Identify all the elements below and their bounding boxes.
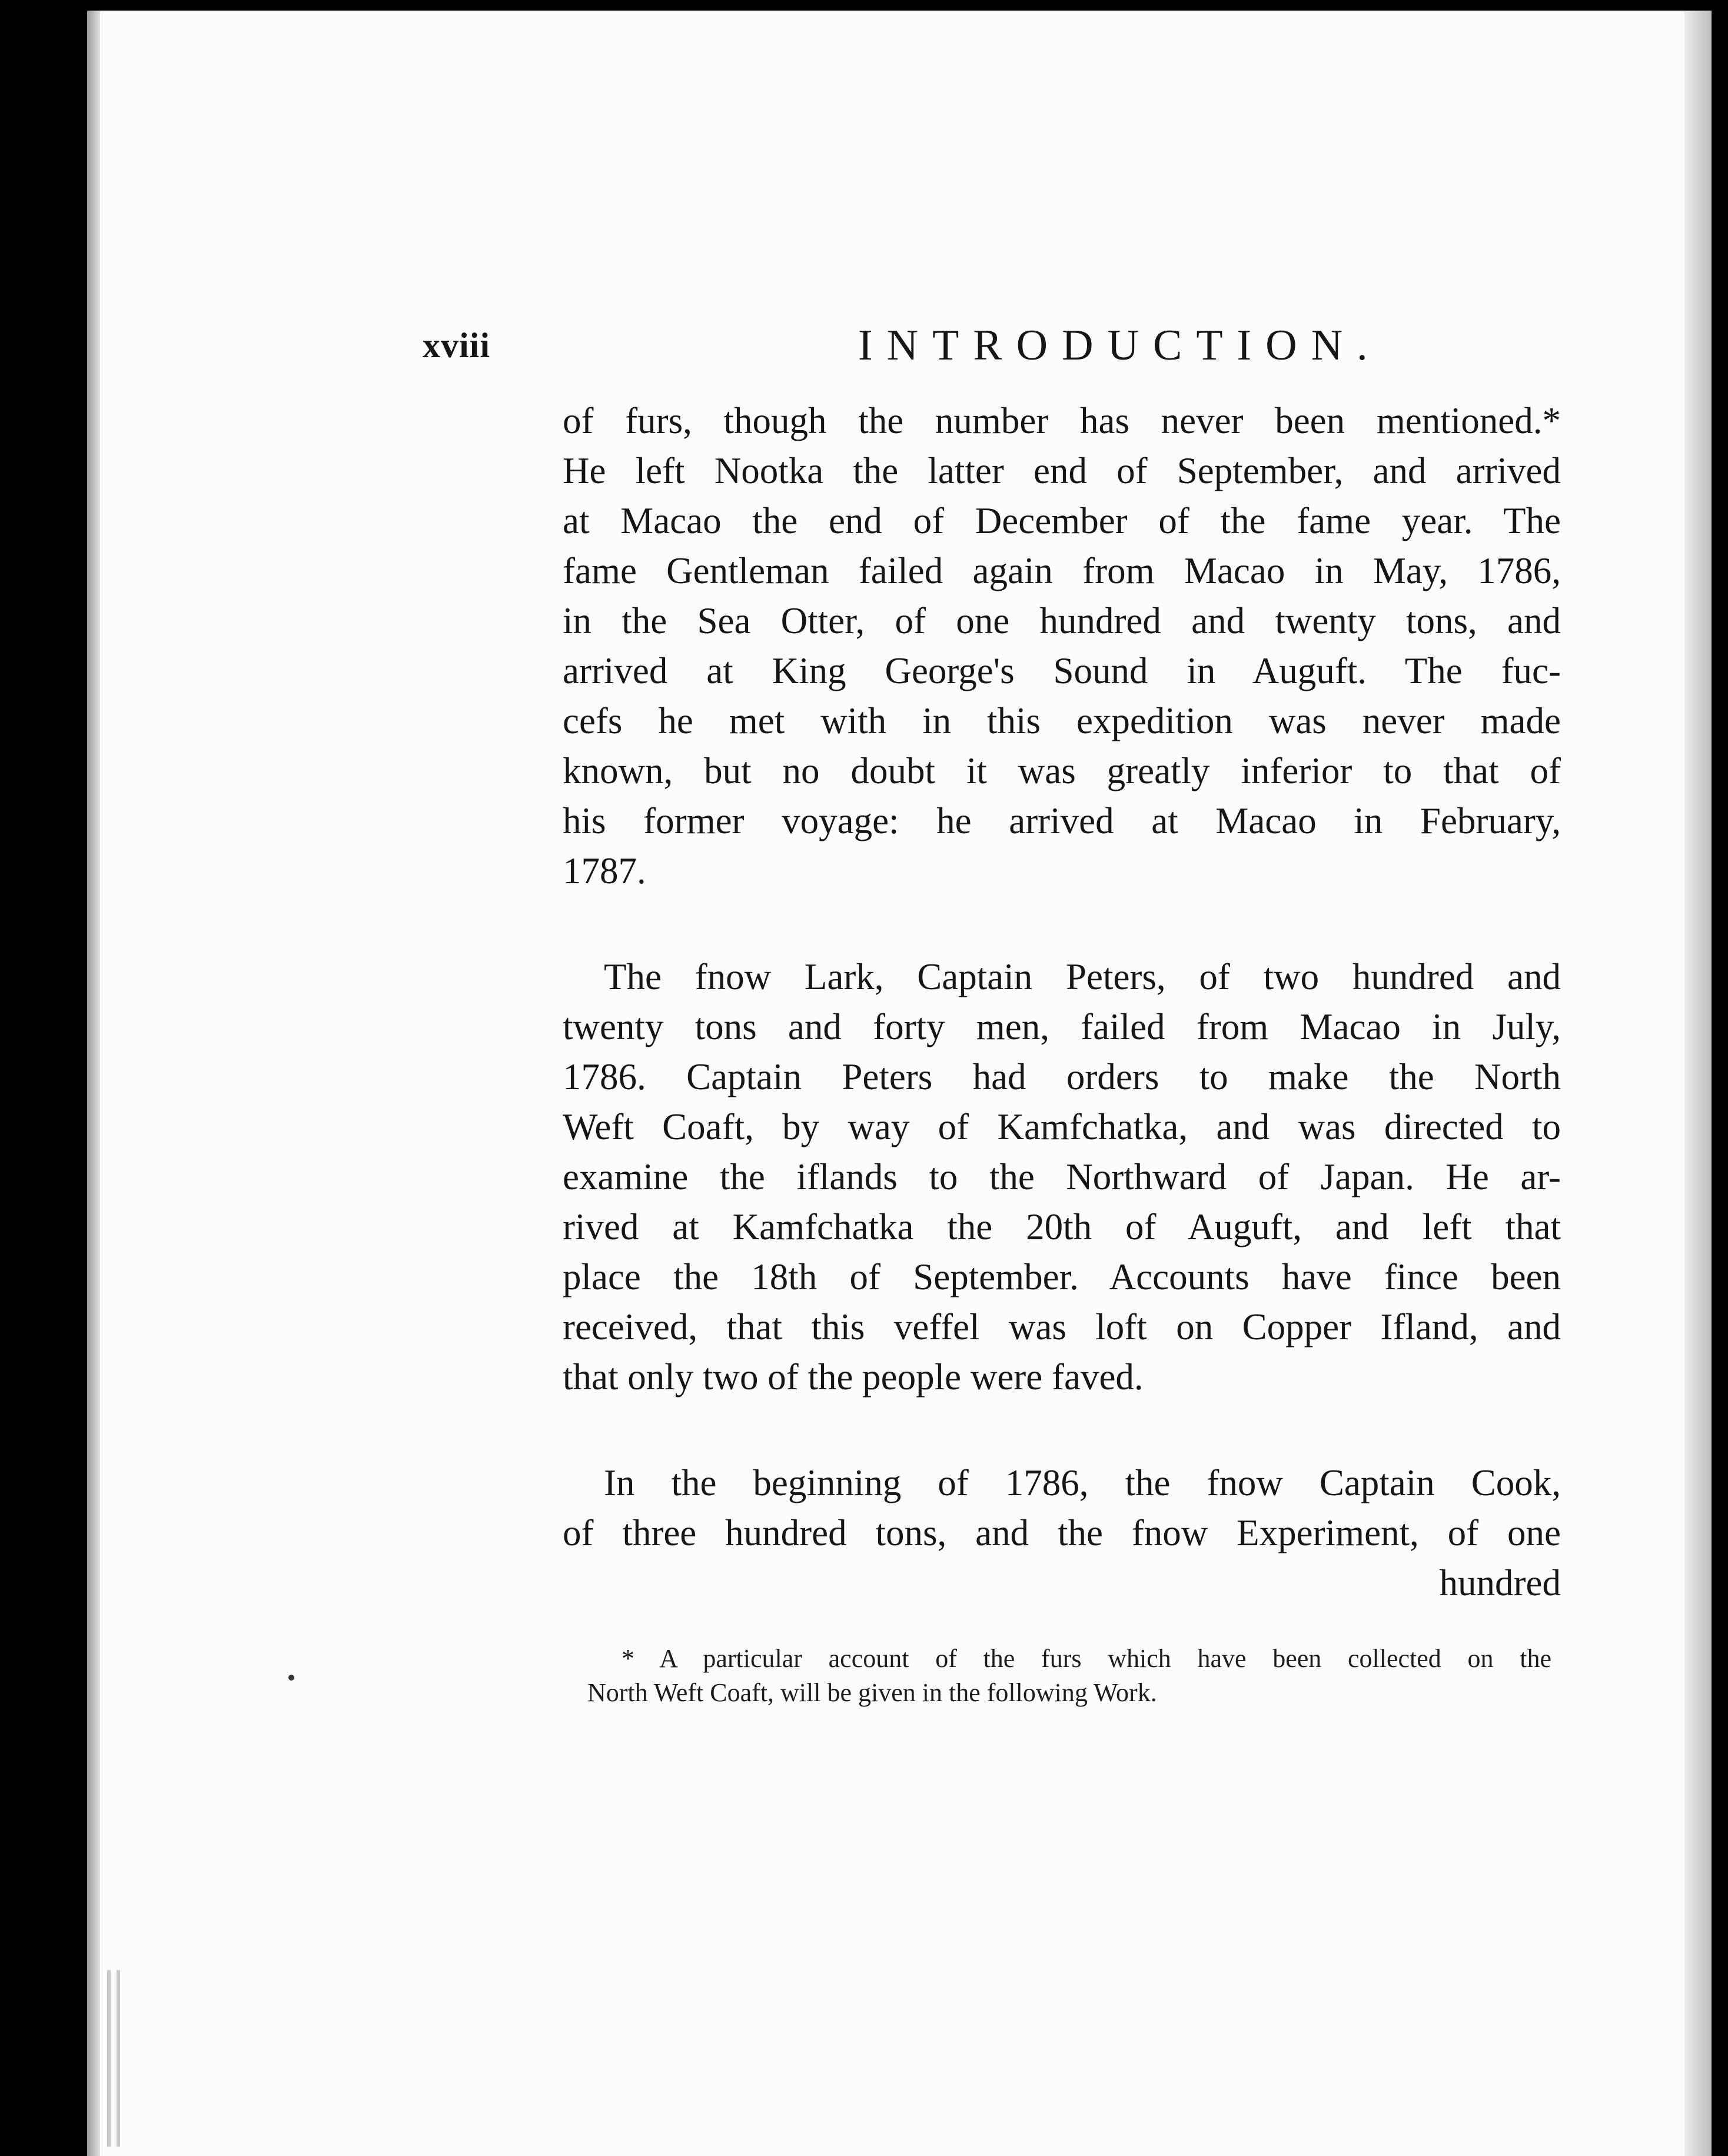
text-line: rived at Kamfchatka the 20th of Auguft, and left that [563,1206,1561,1247]
text-line: The fnow Lark, Captain Peters, of two hundred and [604,956,1561,997]
body-text [563,396,1561,1608]
text-line: examine the iflands to the Northward of Japan. He ar- [563,1156,1561,1197]
running-head: INTRODUCTION. [858,321,1382,370]
text-line: He left Nootka the latter end of September, and arrived [563,450,1561,491]
text-line: at Macao the end of December of the fame year. The [563,500,1561,541]
text-line: In the beginning of 1786, the fnow Captain Cook, [604,1462,1561,1503]
text-line: place the 18th of September. Accounts have fince been [563,1256,1561,1297]
page-stack-edge [107,1970,111,2147]
paragraph-gap [563,896,1561,952]
text-line: in the Sea Otter, of one hundred and twenty tons, and [563,600,1561,641]
footnote-line: * A particular account of the furs which have been collected on the [622,1644,1551,1673]
text-line: known, but no doubt it was greatly inferior to that of [563,750,1561,791]
text-line: fame Gentleman failed again from Macao in May, 1786, [563,550,1561,591]
paragraph-gap [563,1402,1561,1458]
text-line: 1786. Captain Peters had orders to make the North [563,1056,1561,1097]
text-line: received, that this veffel was loft on Copper Ifland, and [563,1306,1561,1348]
footnote [587,1642,1551,1710]
page-number: xviii [423,326,491,365]
ink-speck [288,1675,294,1681]
page-stack-edge [117,1970,120,2147]
footnote-line: North Weft Coaft, will be given in the following Work. [587,1678,1157,1707]
book-page [87,11,1712,2156]
text-line: cefs he met with in this expedition was never made [563,700,1561,741]
text-line: 1787. [563,850,646,891]
text-line: Weft Coaft, by way of Kamfchatka, and was directed to [563,1106,1561,1147]
text-line: twenty tons and forty men, failed from Macao in July, [563,1006,1561,1047]
paragraph-3 [563,1458,1561,1608]
text-line: of three hundred tons, and the fnow Experiment, of one [563,1512,1561,1553]
paragraph-1 [563,396,1561,896]
paragraph-2 [563,952,1561,1402]
text-line: that only two of the people were faved. [563,1356,1144,1398]
text-line: arrived at King George's Sound in Auguft. The fuc- [563,650,1561,691]
page-header [87,321,1712,372]
text-line: his former voyage: he arrived at Macao in February, [563,800,1561,841]
text-line: of furs, though the number has never been mentioned.* [563,400,1561,441]
catchword: hundred [1439,1562,1561,1603]
